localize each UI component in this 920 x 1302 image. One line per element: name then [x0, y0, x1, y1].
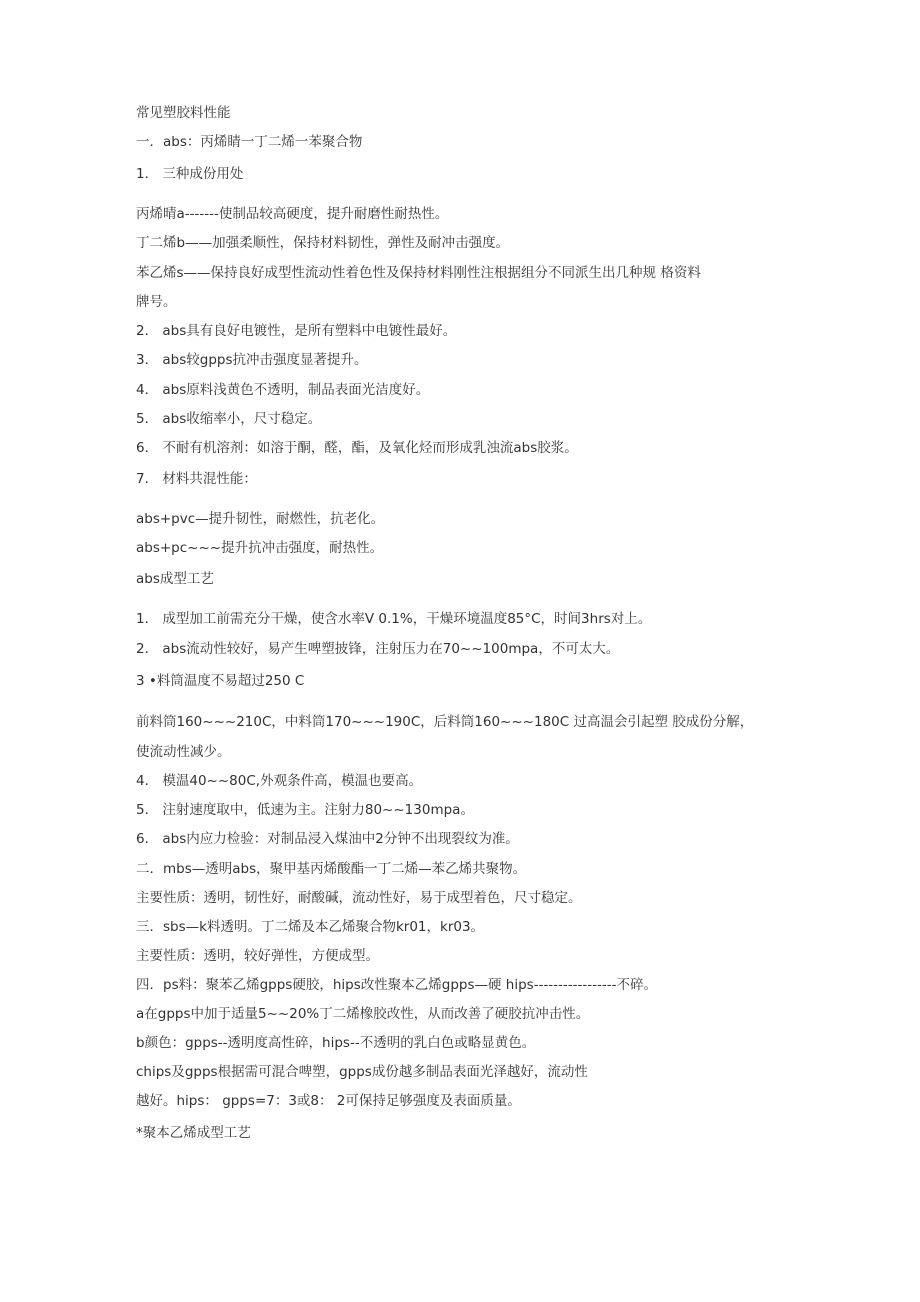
text-line: 使流动性减少。: [136, 744, 231, 760]
list-item: 3． abs较gpps抗冲击强度显著提升。: [136, 352, 368, 368]
text-line: 越好。hips： gpps=7：3或8： 2可保持足够强度及表面质量。: [136, 1093, 521, 1109]
section-heading-mbs: 二．mbs—透明abs，聚甲基丙烯酸酯一丁二烯—苯乙烯共聚物。: [136, 861, 527, 877]
text-line: 牌号。: [136, 294, 177, 310]
list-item: 4． abs原料浅黄色不透明，制品表面光洁度好。: [136, 382, 430, 398]
text-line: 主要性质：透明，较好弹性，方便成型。: [136, 948, 379, 964]
list-item: 2． abs流动性较好，易产生啤塑披锋，注射压力在70~~100mpa，不可太大。: [136, 641, 620, 657]
text-line: 苯乙烯s——保持良好成型性流动性着色性及保持材料刚性注根据组分不同派生出几种规 格资料: [136, 265, 701, 281]
section-heading-sbs: 三．sbs—k料透明。丁二烯及本乙烯聚合物kr01，kr03。: [136, 919, 485, 935]
text-line: 丁二烯b——加强柔顺性，保持材料韧性，弹性及耐冲击强度。: [136, 235, 510, 251]
text-line: 丙烯晴a-------使制品较高硬度，提升耐磨性耐热性。: [136, 206, 449, 222]
text-line: a在gpps中加于适量5~~20%丁二烯橡胶改性，从而改善了硬胶抗冲击性。: [136, 1006, 590, 1022]
text-line: chips及gpps根据需可混合啤塑，gpps成份越多制品表面光泽越好，流动性: [136, 1064, 588, 1080]
document-title: 常见塑胶料性能: [136, 105, 231, 121]
text-line: 主要性质：透明，韧性好，耐酸碱，流动性好，易于成型着色，尺寸稳定。: [136, 890, 582, 906]
list-item: 4． 模温40~~80C,外观条件高，模温也要高。: [136, 773, 423, 789]
list-item: 5． 注射速度取中，低速为主。注射力80~~130mpa。: [136, 802, 474, 818]
list-item: 1． 成型加工前需充分干燥，使含水率V 0.1%，干燥环境温度85°C，时间3hrs对上。: [136, 611, 652, 627]
list-item: 5． abs收缩率小，尺寸稳定。: [136, 411, 322, 427]
list-item: 6． abs内应力检验：对制品浸入煤油中2分钟不出现裂纹为准。: [136, 831, 519, 847]
list-item: 6． 不耐有机溶剂：如溶于酮，醛，酯，及氧化烃而形成乳浊流abs胶浆。: [136, 440, 578, 456]
text-line: abs+pc~~~提升抗冲击强度，耐热性。: [136, 540, 384, 556]
section-heading-abs-process: abs成型工艺: [136, 571, 214, 587]
text-line: 前料筒160~~~210C，中料筒170~~~190C，后料筒160~~~180C 过高温会引起塑 胶成份分解，: [136, 714, 754, 730]
list-item: 2． abs具有良好电镀性，是所有塑料中电镀性最好。: [136, 323, 457, 339]
list-item: 7． 材料共混性能：: [136, 471, 257, 487]
section-heading-ps-process: *聚本乙烯成型工艺: [136, 1125, 251, 1141]
section-heading-abs: 一．abs：丙烯睛一丁二烯一苯聚合物: [136, 134, 363, 150]
section-heading-ps: 四．ps料：聚苯乙烯gpps硬胶，hips改性聚本乙烯gpps—硬 hips-----------------不碎。: [136, 977, 658, 993]
text-line: abs+pvc—提升韧性，耐燃性，抗老化。: [136, 511, 385, 527]
text-line: b颜色：gpps--透明度高性碎，hips--不透明的乳白色或略显黄色。: [136, 1035, 536, 1051]
list-item: 1． 三种成份用处: [136, 166, 244, 182]
list-item: 3 •料筒温度不易超过250 C: [136, 673, 305, 689]
